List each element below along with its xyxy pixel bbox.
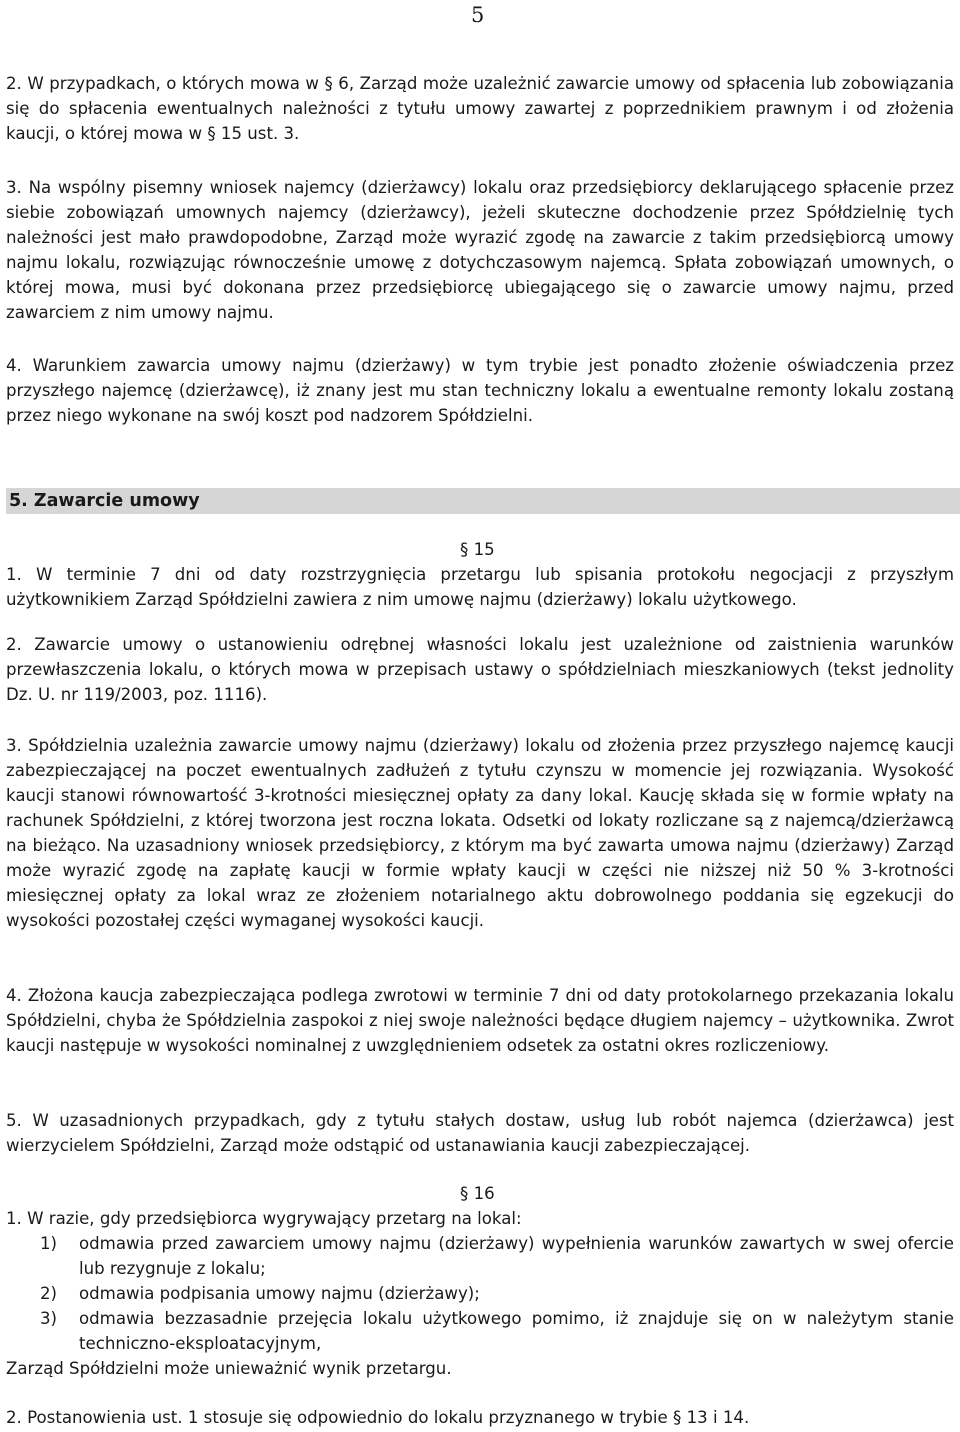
list-item-number: 3) [40,1309,58,1328]
list-item [40,1306,954,1356]
paragraph-14-4: 4. Warunkiem zawarcia umowy najmu (dzierżawy) w tym trybie jest ponadto złożenie oświadczenia przez przyszłego najemcę (dzierżawcę), iż znany jest mu stan techniczny lokalu a ewentualne remonty lokalu zostaną przez niego wykonane na swój koszt pod nadzorem Spółdzielni. [6,356,954,425]
paragraph-15-5: 5. W uzasadnionych przypadkach, gdy z tytułu stałych dostaw, usług lub robót najemca (dzierżawca) jest wierzycielem Spółdzielni, Zarząd może odstąpić od ustanawiania kaucji zabezpieczającej. [6,1111,954,1155]
paragraph-mark-16: § 16 [460,1184,495,1203]
section-title: 5. Zawarcie umowy [9,491,200,511]
closing-sentence: Zarząd Spółdzielni może unieważnić wynik przetargu. [6,1359,452,1378]
paragraph-14-3: 3. Na wspólny pisemny wniosek najemcy (dzierżawcy) lokalu oraz przedsiębiorcy deklarującego spłacenie przez siebie zobowiązań umownych najemcy (dzierżawcy), jeżeli skuteczne dochodzenie przez Spółdzielnię tych należności jest mało prawdopodobne, Zarząd może wyrazić zgodę na zawarcie z takim przedsiębiorcą umowy najmu lokalu, rozwiązując równocześnie umowę z dotychczasowym najemcą. Spłata zobowiązań umownych, o której mowa, musi być dokonana przez przedsiębiorcę ubiegającego się o zawarcie umowy najmu, przed zawarciem z nim umowy najmu. [6,178,954,322]
list-item-number: 1) [40,1234,58,1253]
list-item-text: odmawia bezzasadnie przejęcia lokalu użytkowego pomimo, iż znajduje się on w należytym stanie techniczno-eksploatacyjnym, [79,1309,954,1353]
paragraph-15-2: 2. Zawarcie umowy o ustanowieniu odrębnej własności lokalu jest uzależnione od zaistnienia warunków przewłaszczenia lokalu, o których mowa w przepisach ustawy o spółdzielniach mieszkaniowych (tekst jednolity Dz. U. nr 119/2003, poz. 1116). [6,635,954,704]
paragraph-16-1: 1. W razie, gdy przedsiębiorca wygrywający przetarg na lokal: [6,1209,522,1228]
list-item [40,1231,954,1281]
paragraph-15-4: 4. Złożona kaucja zabezpieczająca podlega zwrotowi w terminie 7 dni od daty protokolarnego przekazania lokalu Spółdzielni, chyba że Spółdzielnia zaspokoi z niej swoje należności będące długiem najemcy – użytkownika. Zwrot kaucji następuje w wysokości nominalnej z uwzględnieniem odsetek za ostatni okres rozliczeniowy. [6,986,954,1055]
condition-list [40,1231,954,1356]
page-number: 5 [471,3,485,27]
paragraph-16-2: 2. Postanowienia ust. 1 stosuje się odpowiednio do lokalu przyznanego w trybie § 13 i 14. [6,1408,750,1427]
paragraph-15-1: 1. W terminie 7 dni od daty rozstrzygnięcia przetargu lub spisania protokołu negocjacji z przyszłym użytkownikiem Zarząd Spółdzielni zawiera z nim umowę najmu (dzierżawy) lokalu użytkowego. [6,565,954,609]
list-item-text: odmawia podpisania umowy najmu (dzierżawy); [79,1284,480,1303]
paragraph-mark-15: § 15 [460,540,495,559]
section-header [6,488,960,514]
paragraph-14-2: 2. W przypadkach, o których mowa w § 6, Zarząd może uzależnić zawarcie umowy od spłacenia lub zobowiązania się do spłacenia ewentualnych należności z tytułu umowy zawartej z poprzednikiem prawnym i od złożenia kaucji, o której mowa w § 15 ust. 3. [6,74,954,143]
paragraph-15-3: 3. Spółdzielnia uzależnia zawarcie umowy najmu (dzierżawy) lokalu od złożenia przez przyszłego najemcę kaucji zabezpieczającej na poczet ewentualnych zadłużeń z tytułu czynszu w momencie jej rozwiązania. Wysokość kaucji stanowi równowartość 3-krotności miesięcznej opłaty za dany lokal. Kaucję składa się w formie wpłaty na rachunek Spółdzielni, z której tworzona jest roczna lokata. Odsetki od lokaty rozliczane są z najemcą/dzierżawcą na bieżąco. Na uzasadniony wniosek przedsiębiorcy, z którym ma być zawarta umowa najmu (dzierżawy) Zarząd może wyrazić zgodę na zapłatę kaucji w formie wpłaty kaucji w części nie niższej niż 50 % 3-krotności miesięcznej opłaty za lokal wraz ze złożeniem notarialnego aktu dobrowolnego poddania się egzekucji do wysokości pozostałej części wymaganej wysokości kaucji. [6,736,954,930]
list-item-number: 2) [40,1284,58,1303]
list-item-text: odmawia przed zawarciem umowy najmu (dzierżawy) wypełnienia warunków zawartych w swej ofercie lub rezygnuje z lokalu; [79,1234,954,1278]
list-item [40,1281,954,1306]
